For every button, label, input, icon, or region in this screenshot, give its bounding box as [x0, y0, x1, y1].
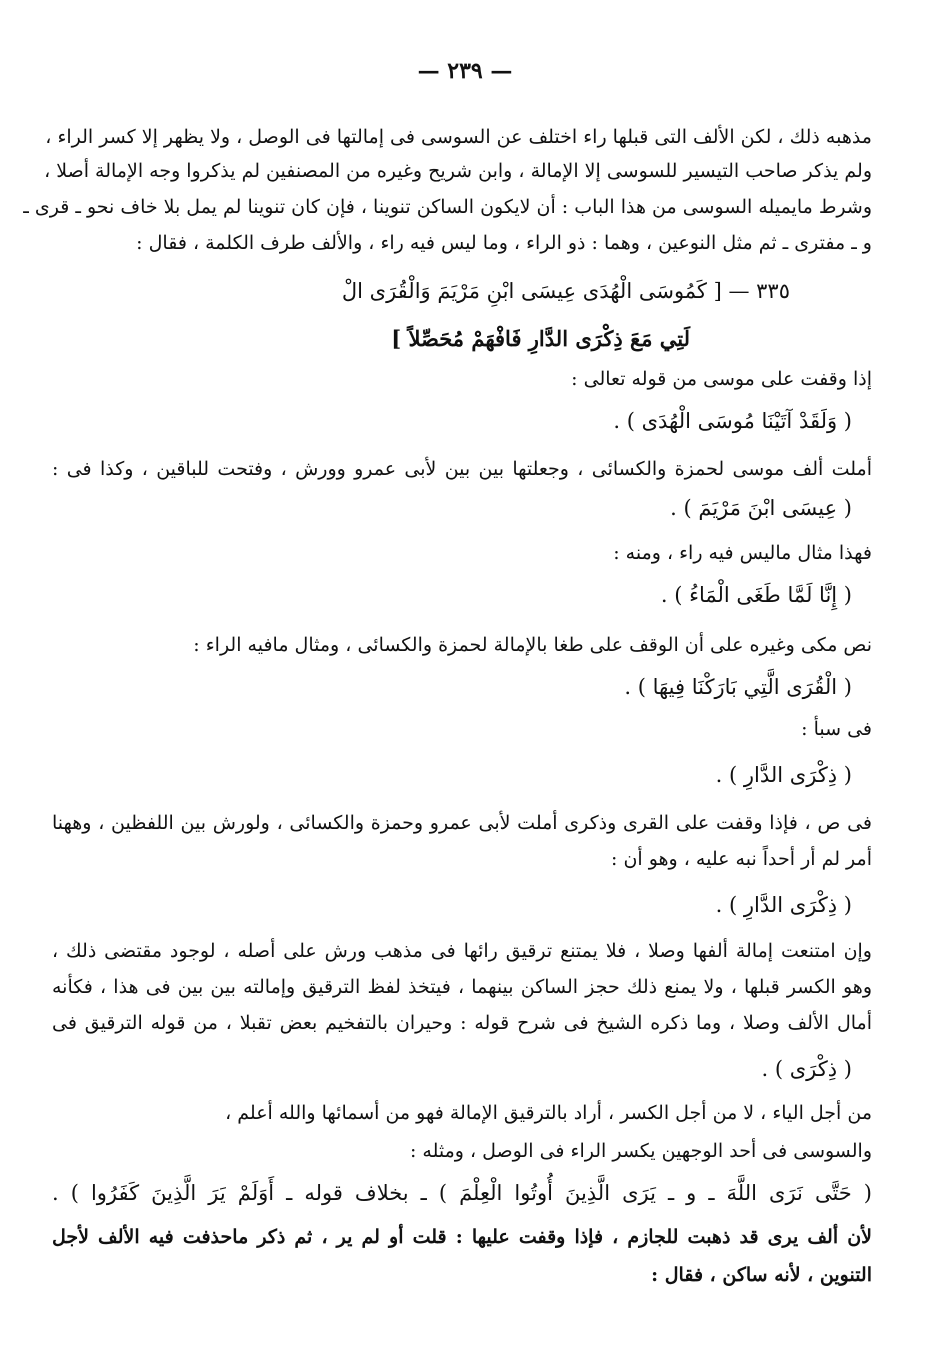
text-line: ولم يذكر صاحب التيسير للسوسى إلا الإمالة ، وابن شريح وغيره من المصنفين لم يذكروا وجه الإمالة أصلا ، — [44, 160, 872, 182]
quran-quote: ( إِنَّا لَمَّا طَغَى الْمَاءُ ) . — [660, 583, 852, 607]
quran-quote: ( الْقُرَى الَّتِي بَارَكْنَا فِيهَا ) . — [624, 675, 852, 699]
quran-quote: ( ذِكْرَى ) . — [761, 1057, 852, 1081]
quran-quote: ( وَلَقَدْ آتَيْنَا مُوسَى الْهُدَى ) . — [613, 409, 852, 433]
quran-quote: ( ذِكْرَى الدَّارِ ) . — [715, 763, 852, 787]
text-line: نص مكى وغيره على أن الوقف على طغا بالإمالة لحمزة والكسائى ، ومثال مافيه الراء : — [193, 634, 872, 656]
text-line: أمر لم أر أحداً نبه عليه ، وهو أن : — [611, 848, 872, 870]
text-line: أمال الألف وصلا ، وما ذكره الشيخ فى شرح قوله : وحيران بالتفخيم بعض تقبلا ، من قوله الترقيق فى — [52, 1012, 872, 1034]
quran-quote: ( ذِكْرَى الدَّارِ ) . — [715, 893, 852, 917]
text-line: فى سبأ : — [801, 718, 872, 740]
text-line: فى ص ، فإذا وقفت على القرى وذكرى أملت لأبى عمرو وحمزة والكسائى ، ولورش بين اللفظين ، وههنا — [52, 812, 872, 834]
text-line: وإن امتنعت إمالة ألفها وصلا ، فلا يمتنع ترقيق رائها فى مذهب ورش على أصله ، لوجود مقتضى ذلك ، — [52, 940, 872, 962]
text-line: والسوسى فى أحد الوجهين يكسر الراء فى الوصل ، ومثله : — [409, 1140, 872, 1162]
text-line: وهو الكسر قبلها ، ولا يمنع ذلك حجز الساكن بينهما ، فيتخذ لفظ الترقيق وإمالته بين بين فى هذا ، فكأنه — [52, 976, 872, 998]
verse-line-1: ٣٣٥ — [ كَمُوسَى الْهُدَى عِيسَى ابْنِ مَرْيَمَ وَالْقُرَى الْ — [341, 279, 790, 303]
text-line: إذا وقفت على موسى من قوله تعالى : — [571, 368, 872, 390]
text-line: مذهبه ذلك ، لكن الألف التى قبلها راء اختلف عن السوسى فى إمالتها فى الوصل ، ولا يظهر إلا كسر الراء ، — [45, 126, 872, 148]
text-line: فهذا مثال ماليس فيه راء ، ومنه : — [613, 542, 872, 564]
text-line: لأن ألف يرى قد ذهبت للجازم ، فإذا وقفت عليها : قلت أو لم ير ، ثم ذكر ماحذفت فيه الألف لأجل — [52, 1226, 872, 1248]
text-line: من أجل الياء ، لا من أجل الكسر ، أراد بالترقيق الإمالة فهو من أسمائها والله أعلم ، — [225, 1102, 872, 1124]
quran-quote: ( حَتَّى نَرَى اللَّهَ ـ و ـ يَرَى الَّذِينَ أُوتُوا الْعِلْمَ ) ـ بخلاف قوله ـ أَوَلَمْ يَرَ الَّذِينَ كَفَرُوا ) . — [52, 1181, 872, 1205]
text-line: وشرط مايميله السوسى من هذا الباب : أن لايكون الساكن تنوينا ، فإن كان تنوينا لم يمل بلا خاف نحو ـ قرى ـ — [23, 196, 872, 218]
quran-quote: ( عِيسَى ابْنَ مَرْيَمَ ) . — [670, 496, 852, 520]
text-line: و ـ مفترى ـ ثم مثل النوعين ، وهما : ذو الراء ، وما ليس فيه راء ، والألف طرف الكلمة ، فقال : — [136, 232, 872, 254]
text-line: التنوين ، لأنه ساكن ، فقال : — [651, 1264, 872, 1286]
page-number: — ٢٣٩ — — [417, 58, 513, 84]
verse-line-2: لَتِي مَعَ ذِكْرَى الدَّارِ فَافْهَمْ مُحَصِّلاً ] — [391, 326, 690, 351]
text-line: أملت ألف موسى لحمزة والكسائى ، وجعلتها بين بين لأبى عمرو وورش ، وفتحت للباقين ، وكذا فى : — [52, 458, 872, 480]
